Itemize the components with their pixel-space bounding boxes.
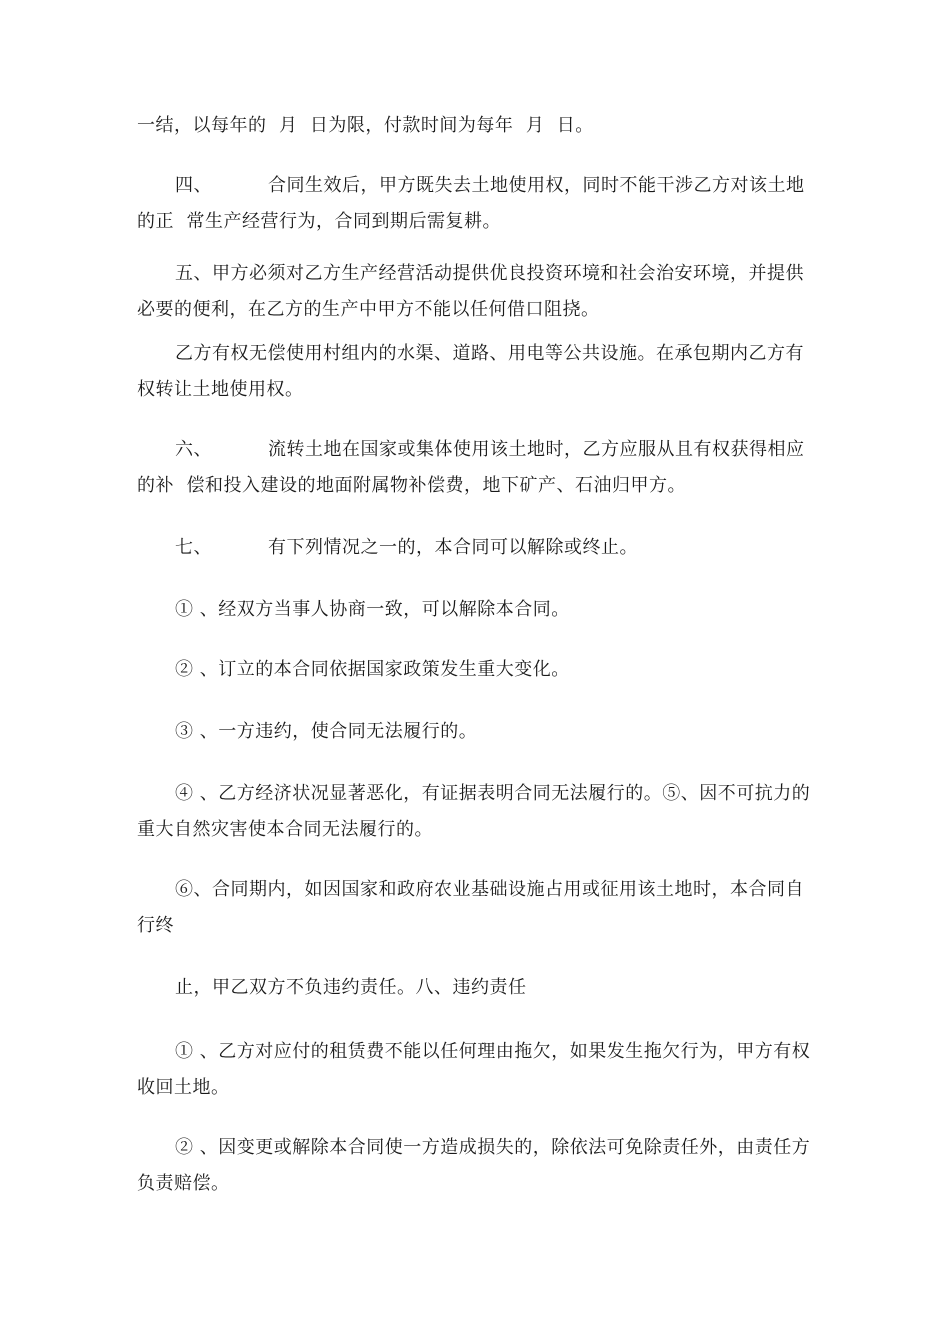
paragraph-clause-6: 六、 流转土地在国家或集体使用该土地时，乙方应服从且有权获得相应的补 偿和投入建设的地面附属物补偿费，地下矿产、石油归甲方。	[137, 439, 805, 496]
paragraph-clause-5: 五、甲方必须对乙方生产经营活动提供优良投资环境和社会治安环境，并提供必要的便利，在乙方的生产中甲方不能以任何借口阻挠。	[137, 263, 804, 320]
paragraph-item-3: ③ 、一方违约，使合同无法履行的。	[175, 721, 478, 742]
paragraph-liability-2: ② 、因变更或解除本合同使一方造成损失的，除依法可免除责任外，由责任方负责赔偿。	[137, 1137, 811, 1194]
paragraph-item-2: ② 、订立的本合同依据国家政策发生重大变化。	[175, 659, 570, 680]
paragraph-item-6: ⑥、合同期内，如因国家和政府农业基础设施占用或征用该土地时，本合同自行终	[137, 879, 804, 936]
paragraph-clause-8-heading: 止，甲乙双方不负违约责任。八、违约责任	[175, 977, 527, 998]
paragraph-clause-7: 七、 有下列情况之一的，本合同可以解除或终止。	[175, 537, 638, 558]
paragraph-clause-4: 四、 合同生效后，甲方既失去土地使用权，同时不能干涉乙方对该土地的正 常生产经营行为，合同到期后需复耕。	[137, 175, 805, 232]
paragraph-liability-1: ① 、乙方对应付的租赁费不能以任何理由拖欠，如果发生拖欠行为，甲方有权收回土地。	[137, 1041, 811, 1098]
paragraph-payment-term: 一结，以每年的 月 日为限，付款时间为每年 月 日。	[137, 115, 594, 136]
paragraph-item-1: ① 、经双方当事人协商一致，可以解除本合同。	[175, 599, 570, 620]
paragraph-item-4-5: ④ 、乙方经济状况显著恶化，有证据表明合同无法履行的。⑤、因不可抗力的重大自然灾害使本合同无法履行的。	[137, 783, 811, 840]
paragraph-public-facilities: 乙方有权无偿使用村组内的水渠、道路、用电等公共设施。在承包期内乙方有权转让土地使用权。	[137, 343, 804, 400]
